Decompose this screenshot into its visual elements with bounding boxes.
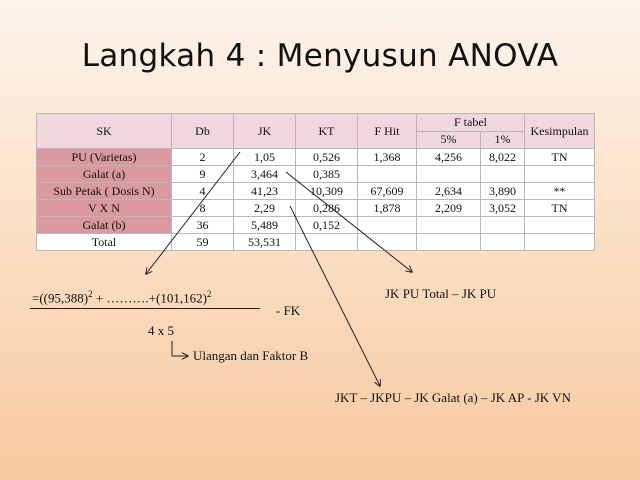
row-kt: 0,385 (296, 166, 358, 183)
minus-fk-label: - FK (276, 303, 301, 318)
row-jk: 3,464 (234, 166, 296, 183)
row-f-1: 8,022 (481, 149, 525, 166)
row-sk: Galat (b) (37, 217, 172, 234)
header-jk: JK (234, 114, 296, 149)
row-db: 59 (172, 234, 234, 251)
row-kesimpulan: TN (525, 149, 595, 166)
arrow-jk-galat-a-to-note (286, 172, 412, 272)
row-db: 9 (172, 166, 234, 183)
row-jk: 2,29 (234, 200, 296, 217)
row-jk: 1,05 (234, 149, 296, 166)
header-sk: SK (37, 114, 172, 149)
fraction-line (30, 308, 260, 309)
formula-exponent: 2 (206, 289, 212, 299)
formula-part: + ……….+(101,162) (92, 290, 207, 306)
header-db: Db (172, 114, 234, 149)
row-f-1: 3,890 (481, 183, 525, 200)
formula-part: =((95,388) (32, 290, 89, 306)
ulangan-note: Ulangan dan Faktor B (193, 348, 309, 363)
row-kt: 0,152 (296, 217, 358, 234)
row-kesimpulan: ** (525, 183, 595, 200)
row-f-1: 3,052 (481, 200, 525, 217)
row-jk: 41,23 (234, 183, 296, 200)
row-f-5: 2,209 (417, 200, 481, 217)
row-sk: Total (37, 234, 172, 251)
row-jk: 5,489 (234, 217, 296, 234)
slide-title: Langkah 4 : Menyusun ANOVA (81, 38, 559, 74)
row-kt: 0,526 (296, 149, 358, 166)
formula-numerator (32, 289, 211, 306)
row-db: 8 (172, 200, 234, 217)
row-kt: 0,286 (296, 200, 358, 217)
row-db: 2 (172, 149, 234, 166)
header-kt: KT (296, 114, 358, 149)
row-sk: Galat (a) (37, 166, 172, 183)
row-sk: V X N (37, 200, 172, 217)
row-kt: 10,309 (296, 183, 358, 200)
jk-pu-note: JK PU Total – JK PU (385, 286, 497, 301)
jkt-note: JKT – JKPU – JK Galat (a) – JK AP - JK VN (335, 390, 571, 405)
row-jk: 53,531 (234, 234, 296, 251)
header-f-1: 1% (481, 131, 525, 149)
header-f-5: 5% (417, 131, 481, 149)
row-kesimpulan: TN (525, 200, 595, 217)
formula-exponent: 2 (88, 289, 93, 299)
formula-denominator: 4 x 5 (148, 323, 174, 338)
header-f-hit: F Hit (358, 114, 417, 149)
row-sk: PU (Varietas) (37, 149, 172, 166)
header-f-tabel: F tabel (417, 114, 525, 132)
row-f-hit: 1,878 (358, 200, 417, 217)
row-f-5: 2,634 (417, 183, 481, 200)
row-db: 4 (172, 183, 234, 200)
row-f-hit: 67,609 (358, 183, 417, 200)
row-db: 36 (172, 217, 234, 234)
header-kesimpulan: Kesimpulan (525, 114, 595, 149)
row-f-hit: 1,368 (358, 149, 417, 166)
arrow-jk-pu-to-formula (146, 152, 240, 274)
row-f-5: 4,256 (417, 149, 481, 166)
row-sk: Sub Petak ( Dosis N) (37, 183, 172, 200)
